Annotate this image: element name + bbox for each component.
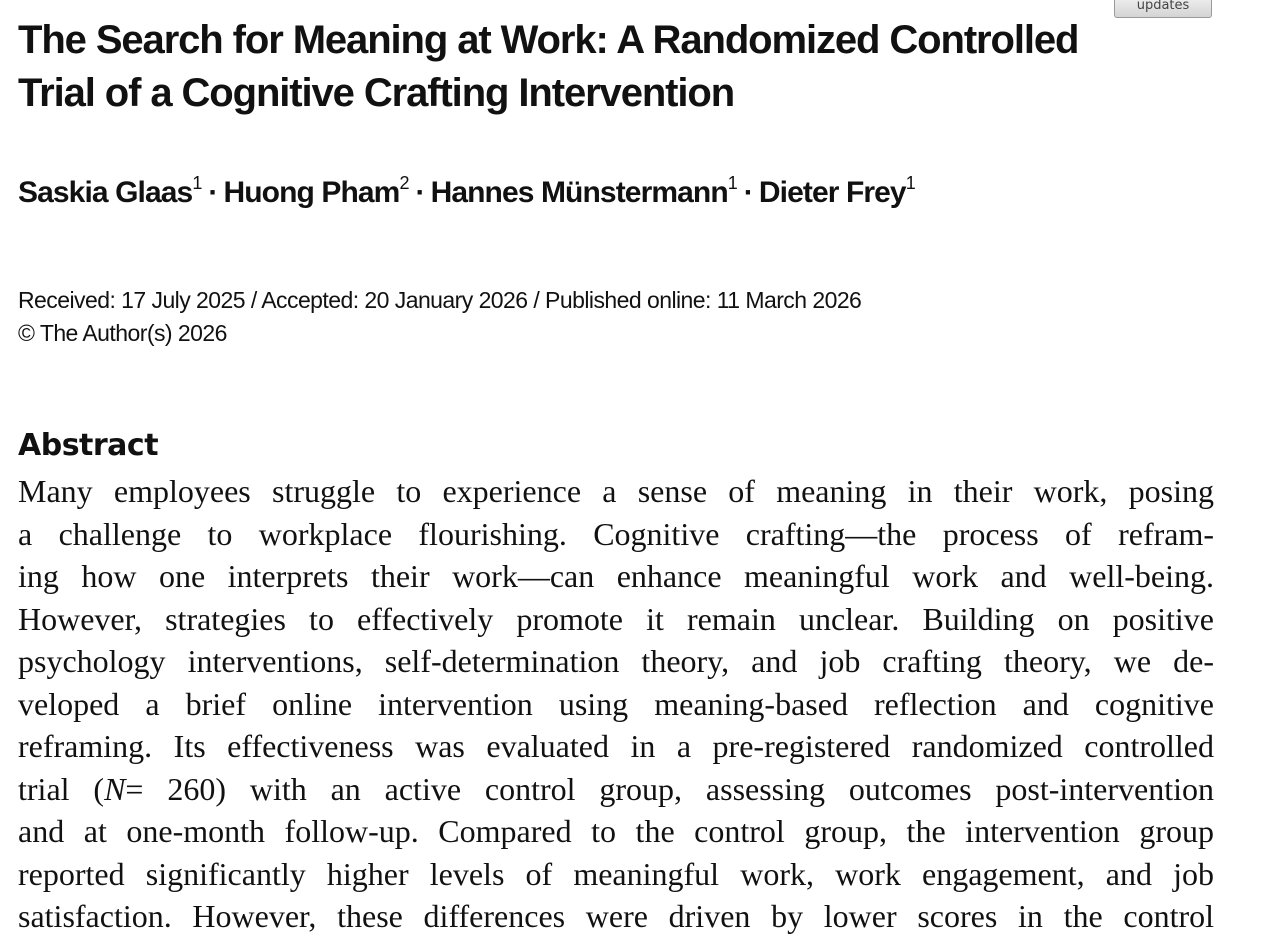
abstract-line: a challenge to workplace flourishing. Cognitive crafting—the process of refram- [18,515,1214,552]
author-name[interactable]: Huong Pham [223,176,400,209]
author-affiliation: 1 [905,173,916,193]
abstract-line: satisfaction. However, these differences were driven by lower scores in the control [18,898,1214,934]
abstract-line: ing how one interprets their work—can enhance meaningful work and well-being. [18,558,1214,594]
author-name[interactable]: Saskia Glaas [18,176,193,209]
author-affiliation: 1 [727,173,738,193]
abstract-heading: Abstract [18,428,159,463]
title-line: Trial of a Cognitive Crafting Intervention [18,71,735,115]
abstract-line: and at one-month follow-up. Compared to the control group, the intervention group [18,813,1214,849]
sample-size-symbol: N [104,770,126,807]
paper-title [18,14,1178,120]
author-separator: · [208,176,218,209]
author-name[interactable]: Hannes Münstermann [430,176,728,209]
history-dates: Received: 17 July 2025 / Accepted: 20 January 2026 / Published online: 11 March 2026 [18,287,862,313]
author-separator: · [743,176,753,209]
check-for-updates-badge[interactable]: updates [1114,0,1212,18]
author-name[interactable]: Dieter Frey [758,176,906,209]
abstract-line: Many employees struggle to experience a sense of meaning in their work, posing [18,473,1214,509]
abstract-line: reported significantly higher levels of meaningful work, work engagement, and job [18,855,1214,892]
abstract-line: psychology interventions, self-determination theory, and job crafting theory, we de- [18,643,1214,679]
author-affiliation: 1 [192,173,203,193]
abstract-line: trial (N= 260) with an active control group, assessing outcomes post-intervention [18,770,1214,807]
author-list [18,173,916,210]
publication-dates [18,284,861,350]
abstract-line: veloped a brief online intervention using meaning-based reflection and cognitive [18,685,1214,722]
author-separator: · [415,176,425,209]
abstract-line: However, strategies to effectively promote it remain unclear. Building on positive [18,600,1214,637]
abstract-line: reframing. Its effectiveness was evaluated in a pre-registered randomized controlled [18,728,1214,764]
copyright-notice: © The Author(s) 2026 [18,320,227,346]
abstract-text [18,470,1214,938]
author-affiliation: 2 [399,173,410,193]
title-line: The Search for Meaning at Work: A Randomized Controlled [18,18,1079,62]
